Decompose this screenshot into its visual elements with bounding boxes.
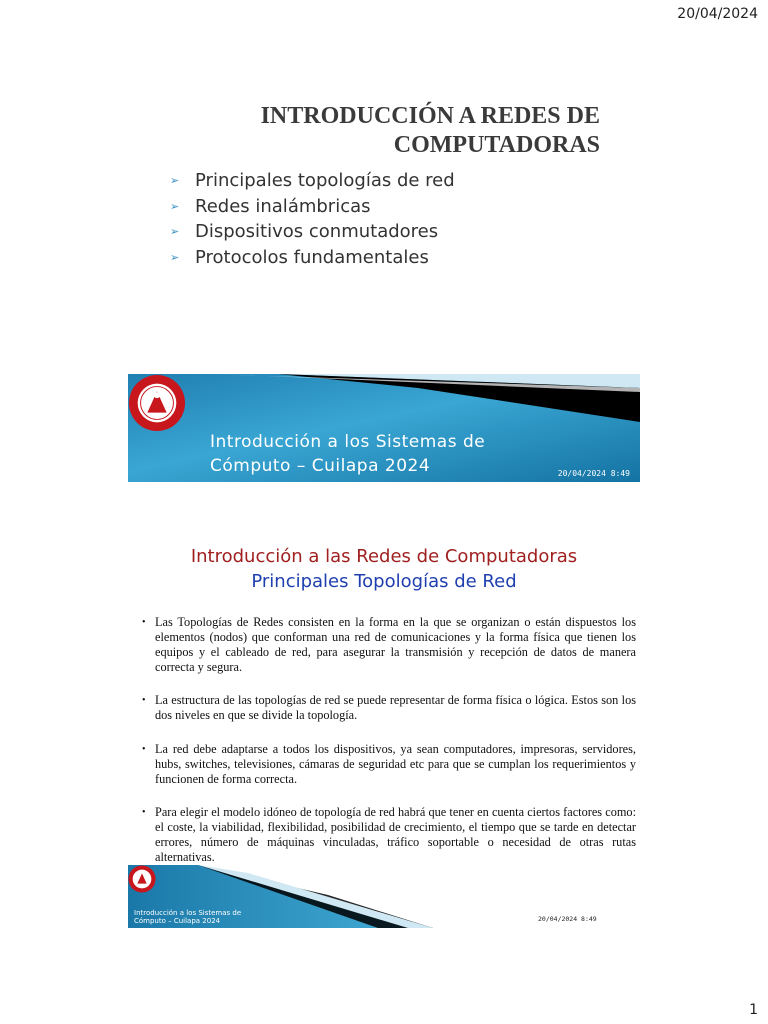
- bullet-dot-icon: •: [142, 695, 146, 707]
- slide-banner: [128, 374, 640, 482]
- banner-course-title: Introducción a los Sistemas de Cómputo – Cuilapa 2024: [210, 432, 486, 476]
- topic-list: [168, 168, 455, 270]
- arrow-bullet-icon: ➢: [170, 250, 180, 264]
- slide2-body: [142, 615, 636, 883]
- arrow-bullet-icon: ➢: [170, 199, 180, 213]
- list-item: ➢ Dispositivos conmutadores: [168, 219, 455, 245]
- university-seal-icon: [128, 865, 156, 893]
- page-number: 1: [749, 1002, 758, 1018]
- paragraph: • La red debe adaptarse a todos los dispositivos, ya sean computadores, impresoras, servidores, hubs, switches, televisiones, cámaras de seguridad etc para que se cumplan los requerimientos y funcionen de forma correcta.: [142, 741, 636, 786]
- bullet-dot-icon: •: [142, 743, 146, 755]
- paragraph: • La estructura de las topologías de red se puede representar de forma física o lógica. Estos son los dos niveles en que se divide la topología.: [142, 693, 636, 723]
- slide-title: [238, 102, 600, 160]
- slide2-subtitle: Principales Topologías de Red: [251, 571, 517, 592]
- footer-course-title: Introducción a los Sistemas de Cómputo – Cuilapa 2024: [134, 909, 242, 925]
- slide-title-line1: INTRODUCCIÓN A REDES DE: [260, 103, 600, 129]
- page-header-date: 20/04/2024: [677, 6, 758, 22]
- footer-date: 20/04/2024 8:49: [538, 915, 597, 923]
- arrow-bullet-icon: ➢: [170, 174, 180, 187]
- slide2-title: Introducción a las Redes de Computadoras: [190, 546, 578, 567]
- arrow-bullet-icon: ➢: [170, 225, 180, 238]
- paragraph: • Las Topologías de Redes consisten en la forma en la que se organizan o están dispuestos los elementos (nodos) que conforman una red de comunicaciones y la forma física que tienen los equipos y el cableado de red, para asegurar la transmisión y recepción de datos de manera correcta y segura.: [142, 615, 636, 675]
- slide-title-line2: COMPUTADORAS: [393, 132, 600, 158]
- university-seal-icon: [128, 374, 186, 432]
- list-item: ➢ Protocolos fundamentales: [168, 245, 455, 271]
- list-item: ➢ Principales topologías de red: [168, 168, 455, 194]
- slide2-footer: [128, 865, 640, 928]
- bullet-dot-icon: •: [142, 617, 146, 628]
- paragraph: • Para elegir el modelo idóneo de topología de red habrá que tener en cuenta ciertos factores como: el coste, la viabilidad, flexibilidad, posibilidad de crecimiento, el tiempo que se tarde en detectar errores, número de máquinas vinculadas, tráfico soportable o necesidad de otras rutas alternativas.: [142, 804, 636, 865]
- banner-date: 20/04/2024 8:49: [557, 469, 630, 478]
- list-item: ➢ Redes inalámbricas: [168, 194, 455, 220]
- bullet-dot-icon: •: [142, 806, 146, 818]
